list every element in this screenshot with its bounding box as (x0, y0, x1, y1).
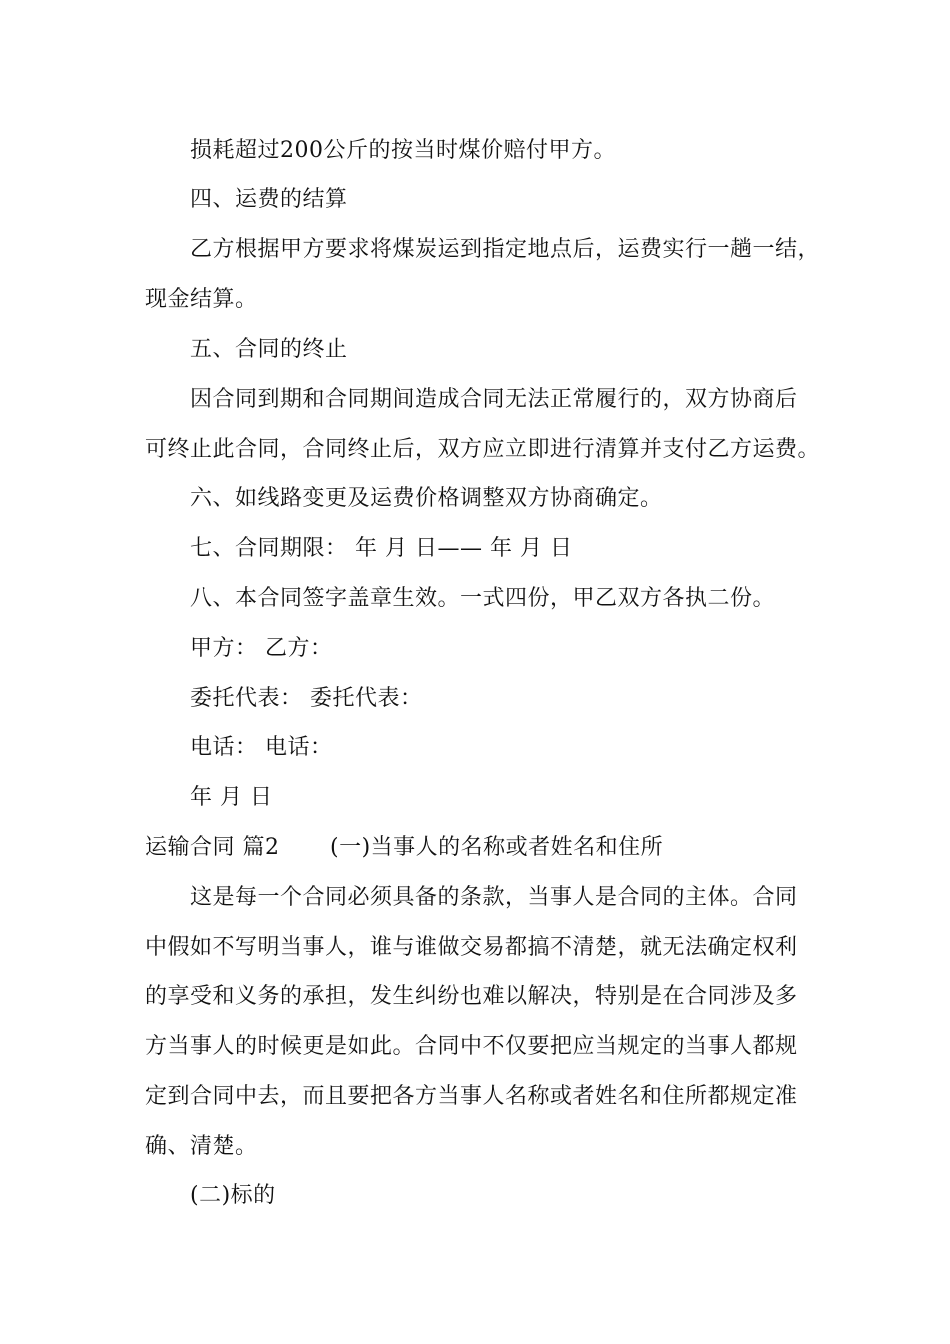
subsection-heading: (二)标的 (190, 1183, 276, 1208)
text-line: 定到合同中去，而且要把各方当事人名称或者姓名和住所都规定准 (145, 1084, 798, 1109)
section-heading: 五、合同的终止 (190, 337, 348, 362)
text-line: 现金结算。 (145, 287, 258, 312)
signature-line: 电话： 电话： (190, 735, 333, 760)
text-line: 可终止此合同，合同终止后，双方应立即进行清算并支付乙方运费。 (145, 437, 821, 462)
text-line: 损耗超过200公斤的按当时煤价赔付甲方。 (190, 138, 616, 163)
article-title: 运输合同 篇2 (145, 835, 280, 860)
text-line: 中假如不写明当事人，谁与谁做交易都搞不清楚，就无法确定权利 (145, 935, 798, 960)
text-line: 八、本合同签字盖章生效。一式四份，甲乙双方各执二份。 (190, 586, 776, 611)
text-line: 七、合同期限： 年 月 日—— 年 月 日 (190, 536, 573, 561)
text-line: 的享受和义务的承担，发生纠纷也难以解决，特别是在合同涉及多 (145, 984, 798, 1009)
section-heading: 四、运费的结算 (190, 187, 348, 212)
signature-line: 委托代表： 委托代表： (190, 686, 423, 711)
text-line: 因合同到期和合同期间造成合同无法正常履行的，双方协商后 (190, 387, 798, 412)
text-line: 六、如线路变更及运费价格调整双方协商确定。 (190, 486, 663, 511)
date-line: 年 月 日 (190, 785, 273, 810)
text-line: 这是每一个合同必须具备的条款，当事人是合同的主体。合同 (190, 885, 798, 910)
text-line: 确、清楚。 (145, 1134, 258, 1159)
subsection-heading: (一)当事人的名称或者姓名和住所 (330, 835, 664, 860)
signature-line: 甲方： 乙方： (190, 636, 333, 661)
text-line: 方当事人的时候更是如此。合同中不仅要把应当规定的当事人都规 (145, 1034, 798, 1059)
text-line: 乙方根据甲方要求将煤炭运到指定地点后，运费实行一趟一结， (190, 237, 821, 262)
